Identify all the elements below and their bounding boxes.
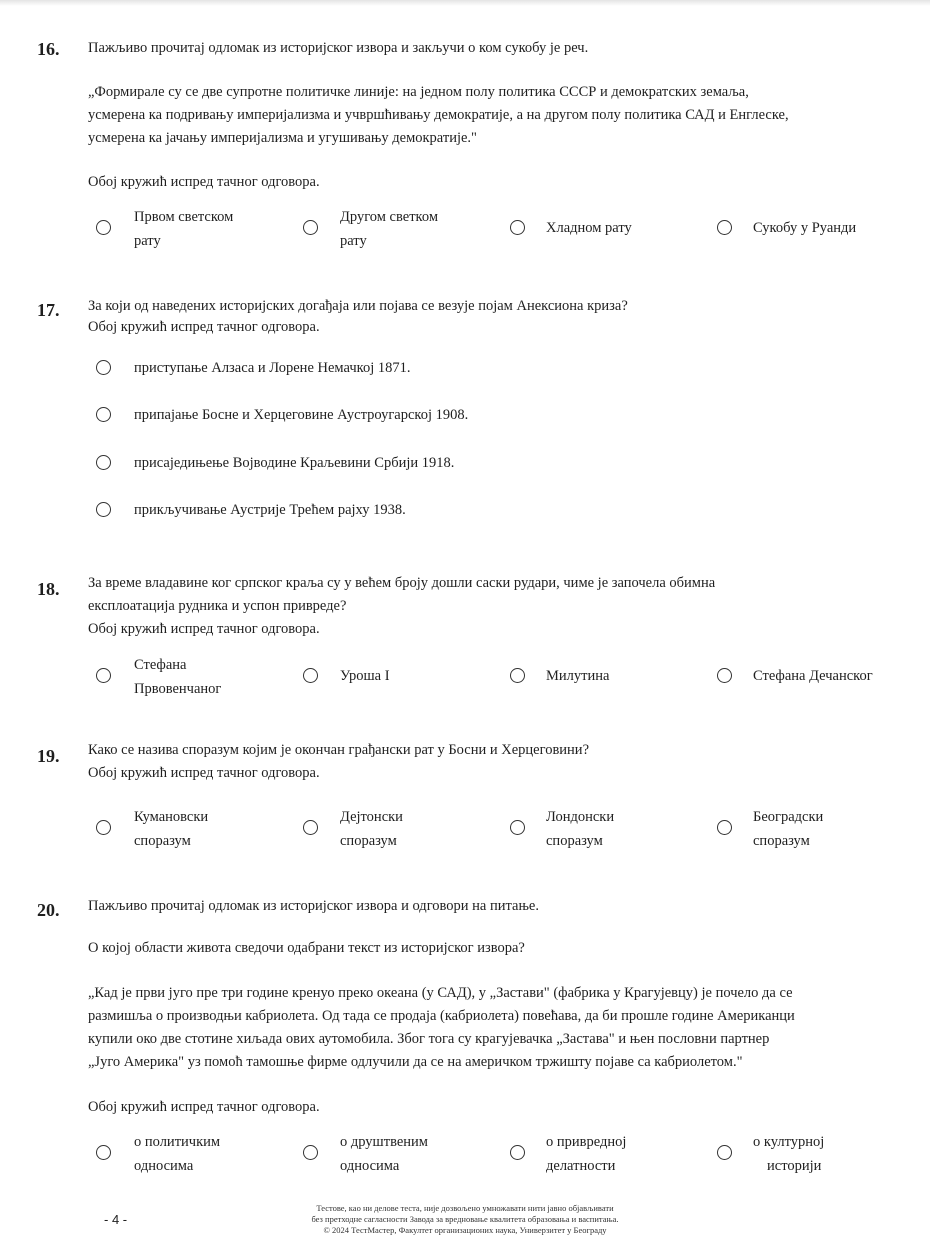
radio-circle-icon[interactable] <box>717 1145 732 1160</box>
radio-circle-icon[interactable] <box>303 820 318 835</box>
option-label: присаједињење Војводине Краљевини Србији 1918. <box>134 455 455 471</box>
option-label: Лондонски <box>546 809 615 825</box>
radio-circle-icon[interactable] <box>96 820 111 835</box>
question-number: 20. <box>37 900 60 920</box>
option-label: о друштвеним <box>340 1134 428 1150</box>
copyright-line: без претходне сагласности Завода за вредновање квалитета образовања и васпитања. <box>311 1214 619 1224</box>
source-quote-line: размишља о производњи кабриолета. Од тада се продаја (кабриолета) повећава, да би прошле године Американци <box>88 1008 795 1024</box>
copyright-line: © 2024 ТестМастер, Факултет организационих наука, Универзитет у Београду <box>323 1225 607 1235</box>
instruction: Обој кружић испред тачног одговора. <box>88 319 320 335</box>
source-quote-line: купили око две стотине хиљада ових аутомобила. Због тога су крагујевачка „Застава" и њен пословни партнер <box>88 1031 770 1047</box>
radio-circle-icon[interactable] <box>717 668 732 683</box>
option-label: споразум <box>753 833 810 849</box>
radio-circle-icon[interactable] <box>96 407 111 422</box>
option-label: Уроша I <box>340 668 390 684</box>
option-label: Дејтонски <box>340 809 403 825</box>
radio-circle-icon[interactable] <box>717 820 732 835</box>
option-label: рату <box>134 233 161 249</box>
question-number: 19. <box>37 746 60 766</box>
question-prompt: Пажљиво прочитај одломак из историјског извора и одговори на питање. <box>88 898 539 914</box>
option-label: споразум <box>134 833 191 849</box>
option-label: припајање Босне и Херцеговине Аустроугарској 1908. <box>134 407 469 423</box>
question-prompt: Пажљиво прочитај одломак из историјског извора и закључи о ком сукобу је реч. <box>88 40 589 56</box>
source-quote-line: усмерена ка подривању империјализма и учвршћивању демократије, а на другом полу политика САД и Енглеске, <box>88 107 789 123</box>
option-label: рату <box>340 233 367 249</box>
radio-circle-icon[interactable] <box>510 1145 525 1160</box>
question-number: 16. <box>37 39 60 59</box>
question-prompt: За који од наведених историјских догађаја или појава се везује појам Анексиона криза? <box>88 298 628 314</box>
source-quote-line: усмерена ка јачању империјализма и угушивању демократије." <box>88 130 477 146</box>
radio-circle-icon[interactable] <box>96 1145 111 1160</box>
radio-circle-icon[interactable] <box>96 502 111 517</box>
radio-circle-icon[interactable] <box>510 820 525 835</box>
question-prompt: експлоатација рудника и успон привреде? <box>88 598 347 614</box>
option-label: о политичким <box>134 1134 221 1150</box>
option-label: Кумановски <box>134 809 209 825</box>
option-label: односима <box>134 1158 194 1174</box>
radio-circle-icon[interactable] <box>303 220 318 235</box>
radio-circle-icon[interactable] <box>96 668 111 683</box>
copyright-line: Тестове, као ни делове теста, није дозвољено умножавати нити јавно објављивати <box>316 1203 614 1213</box>
source-quote-line: „Формирале су се две супротне политичке линије: на једном полу политика СССР и демократских земаља, <box>88 84 749 100</box>
option-label: Сукобу у Руанди <box>753 220 857 236</box>
option-label: односима <box>340 1158 400 1174</box>
option-label: историји <box>767 1158 822 1174</box>
radio-circle-icon[interactable] <box>96 360 111 375</box>
question-number: 18. <box>37 579 60 599</box>
option-label: о привредној <box>546 1134 627 1150</box>
instruction: Обој кружић испред тачног одговора. <box>88 1099 320 1115</box>
option-label: Београдски <box>753 809 824 825</box>
question-prompt: Како се назива споразум којим је окончан грађански рат у Босни и Херцеговини? <box>88 742 590 758</box>
instruction: Обој кружић испред тачног одговора. <box>88 621 320 637</box>
option-label: о културној <box>753 1134 825 1150</box>
option-label: Другом светком <box>340 209 438 225</box>
option-label: Милутина <box>546 668 610 684</box>
option-label: делатности <box>546 1158 616 1174</box>
page-top-edge <box>0 0 930 6</box>
option-label: споразум <box>340 833 397 849</box>
copyright-notice <box>250 1203 680 1236</box>
option-label: прикључивање Аустрије Трећем рајху 1938. <box>134 502 406 518</box>
radio-circle-icon[interactable] <box>303 1145 318 1160</box>
page-number: - 4 - <box>104 1212 128 1227</box>
option-label: Стефана <box>134 657 187 673</box>
option-label: Хладном рату <box>546 220 632 236</box>
radio-circle-icon[interactable] <box>303 668 318 683</box>
radio-circle-icon[interactable] <box>717 220 732 235</box>
question-prompt: За време владавине ког српског краља су у већем броју дошли саски рудари, чиме је започела обимна <box>88 575 716 591</box>
option-label: споразум <box>546 833 603 849</box>
radio-circle-icon[interactable] <box>96 220 111 235</box>
option-label: Првом светском <box>134 209 234 225</box>
option-label: Првовенчаног <box>134 681 222 697</box>
instruction: Обој кружић испред тачног одговора. <box>88 765 320 781</box>
radio-circle-icon[interactable] <box>510 220 525 235</box>
source-quote-line: „Кад је први југо пре три године кренуо преко океана (у САД), у „Застави" (фабрика у Крагујевцу) је почело да се <box>88 985 793 1001</box>
question-number: 17. <box>37 300 60 320</box>
option-label: Стефана Дечанског <box>753 668 873 684</box>
radio-circle-icon[interactable] <box>96 455 111 470</box>
instruction: Обој кружић испред тачног одговора. <box>88 174 320 190</box>
source-quote-line: „Југо Америка" уз помоћ тамошње фирме одлучили да се на америчком тржишту појаве са кабриолетом." <box>88 1054 743 1070</box>
radio-circle-icon[interactable] <box>510 668 525 683</box>
option-label: приступање Алзаса и Лорене Немачкој 1871. <box>134 360 411 376</box>
question-subprompt: О којој области живота сведочи одабрани текст из историјског извора? <box>88 940 525 956</box>
